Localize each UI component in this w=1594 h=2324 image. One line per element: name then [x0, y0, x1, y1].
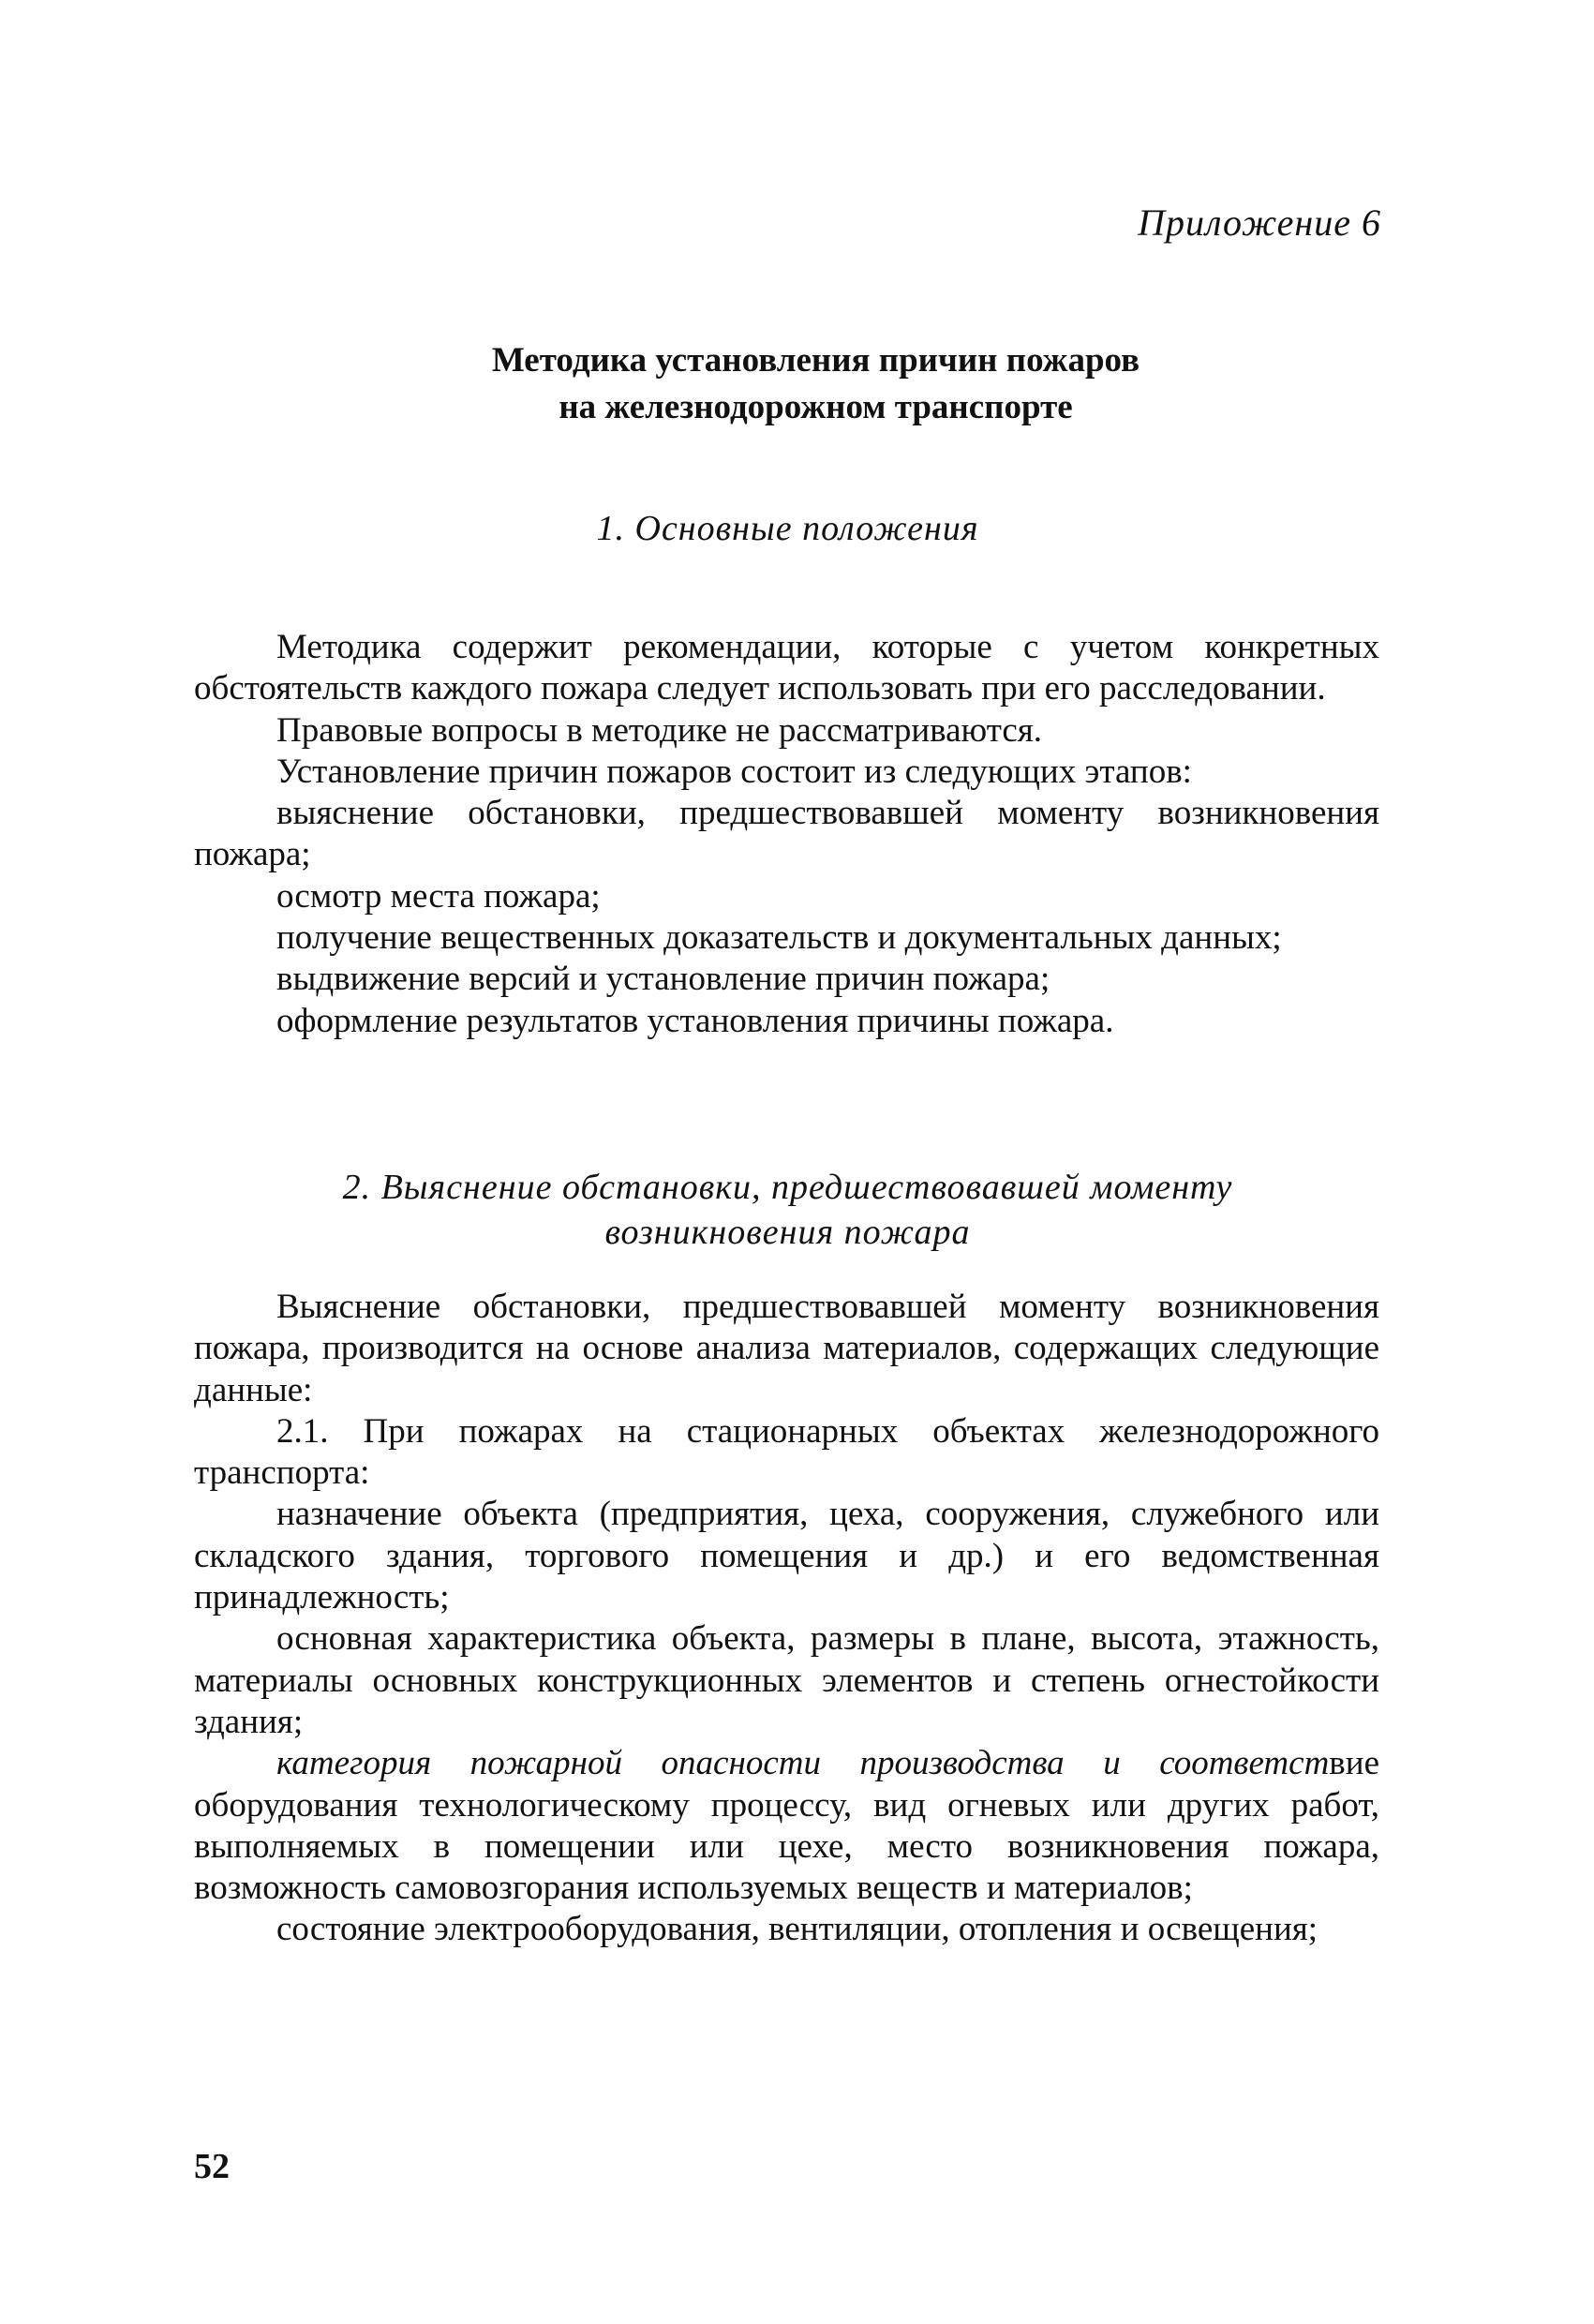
section-2-heading-line-1: 2. Выяснение обстановки, предшествовавшей моменту: [342, 1168, 1233, 1207]
list-item: выдвижение версий и установление причин пожара;: [276, 960, 1050, 999]
page-number: 52: [194, 2147, 230, 2186]
list-item: состояние электрооборудования, вентиляции, отопления и освещения;: [276, 1910, 1318, 1949]
list-item: основная характеристика объекта, размеры в плане, высота, этажность, материалы основных конструкционных элементов и степень огнестойкости здания;: [194, 1619, 1379, 1741]
list-item: получение вещественных доказательств и документальных данных;: [276, 918, 1282, 958]
paragraph: Правовые вопросы в методике не рассматриваются.: [276, 710, 1043, 750]
section-2-heading: [187, 1165, 1388, 1255]
list-item: осмотр места пожара;: [276, 876, 601, 916]
document-title: [0, 337, 1594, 431]
section-1-heading: 1. Основные положения: [596, 509, 979, 548]
list-item: назначение объекта (предприятия, цеха, сооружения, служебного или складского здания, торгового помещения и др.) и его ведомственная принадлежность;: [194, 1495, 1379, 1617]
section-2-body: [194, 1287, 1379, 1951]
title-line-1: Методика установления причин пожаров: [491, 341, 1140, 380]
section-2-heading-line-2: возникновения пожара: [604, 1213, 971, 1252]
title-line-2: на железнодорожном транспорте: [559, 388, 1073, 426]
regular-text: вие оборудования технологическому процессу, вид огневых или других работ, выполняемых в помещении или цехе, место возникновения пожара, возможность самовозгорания используемых веществ и материалов;: [194, 1744, 1379, 1908]
list-item: выяснение обстановки, предшествовавшей моменту возникновения пожара;: [194, 794, 1379, 874]
list-item: оформление результатов установления причины пожара.: [276, 1001, 1114, 1040]
list-item: [194, 1743, 1379, 1909]
appendix-label: Приложение 6: [1138, 201, 1381, 244]
italic-text: категория пожарной опасности производства и соответст: [276, 1744, 1330, 1783]
paragraph: 2.1. При пожарах на стационарных объектах железнодорожного транспорта:: [194, 1411, 1379, 1493]
paragraph: Выяснение обстановки, предшествовавшей моменту возникновения пожара, производится на основе анализа материалов, содержащих следующие данные:: [194, 1288, 1379, 1409]
paragraph: Установление причин пожаров состоит из следующих этапов:: [276, 752, 1192, 791]
paragraph: Методика содержит рекомендации, которые с учетом конкретных обстоятельств каждого пожара следует использовать при его расследовании.: [194, 628, 1379, 708]
section-1-body: [194, 627, 1379, 1042]
